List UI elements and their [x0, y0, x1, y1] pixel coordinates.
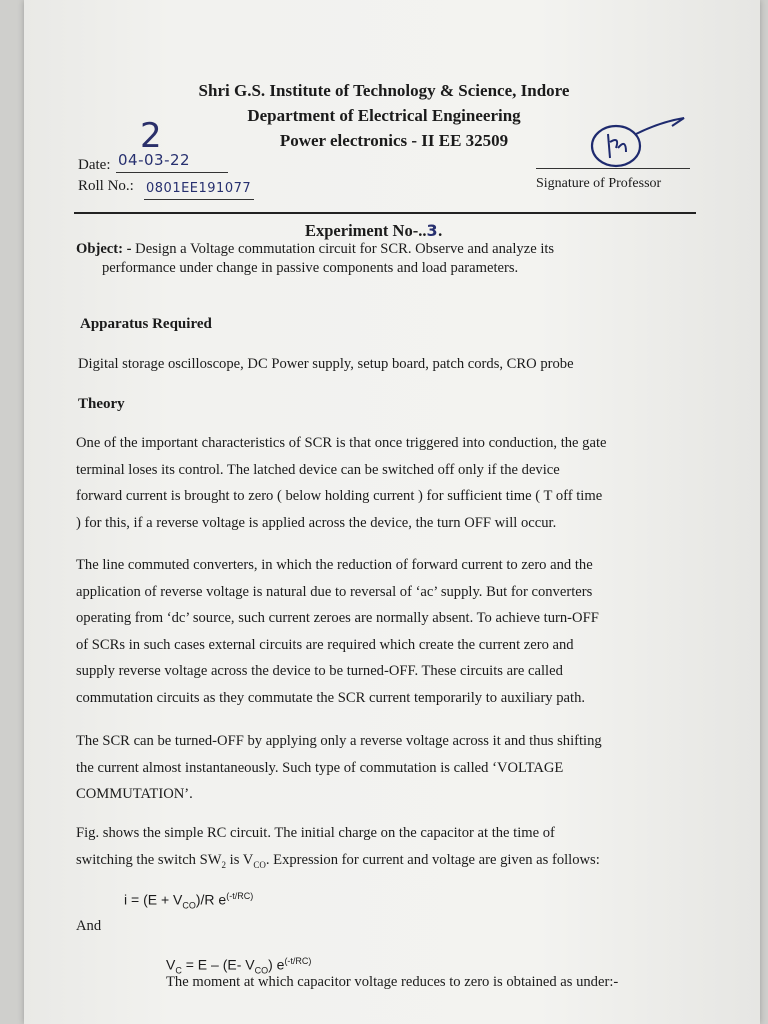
theory-p2-line: of SCRs in such cases external circuits are required which create the current zero and: [76, 636, 574, 653]
theory-paragraph-2: [76, 552, 696, 711]
apparatus-heading: Apparatus Required: [80, 316, 212, 332]
object-line-1: [76, 241, 554, 258]
roll-value: 0801EE191077: [146, 181, 252, 196]
theory-paragraph-1: [76, 430, 696, 536]
date-label: Date:: [78, 157, 111, 173]
header-rule: [74, 212, 696, 214]
apparatus-text: Digital storage oscilloscope, DC Power supply, setup board, patch cords, CRO probe: [78, 356, 574, 372]
current-equation: $i = (E + V_{CO})/R$ $e^{(-t/RC)}$: [124, 891, 254, 911]
voltage-equation: $V_C = E - (E-$ $V_{CO}$) $e^{(-t/RC)}$: [166, 956, 312, 976]
margin-mark: 2: [140, 116, 163, 156]
roll-label: Roll No.:: [78, 178, 134, 194]
theory-p4-line-2: switching the switch $SW_2$ is $V_{CO}$. Expression for current and voltage are given as follows:: [76, 851, 600, 870]
theory-p3-line: the current almost instantaneously. Such type of commutation is called ‘VOLTAGE: [76, 759, 564, 776]
experiment-title: [305, 221, 442, 241]
signature-mark: [580, 112, 690, 174]
department-name: Department of Electrical Engineering: [247, 106, 521, 125]
and-text: And: [76, 918, 102, 934]
date-value: 04-03-22: [118, 151, 191, 169]
theory-paragraph-4: [76, 820, 696, 878]
experiment-title-text: Experiment No-..: [305, 221, 427, 240]
theory-p1-line: terminal loses its control. The latched device can be switched off only if the device: [76, 461, 560, 478]
theory-p1-line: forward current is brought to zero ( below holding current ) for sufficient time ( T off time: [76, 488, 603, 504]
signature-line: [536, 168, 690, 169]
final-line: The moment at which capacitor voltage reduces to zero is obtained as under:-: [166, 974, 619, 990]
institute-name: Shri G.S. Institute of Technology & Science, Indore: [198, 81, 570, 100]
date-underline: [116, 172, 228, 173]
theory-p3-line: The SCR can be turned-OFF by applying only a reverse voltage across it and thus shifting: [76, 733, 602, 749]
theory-heading: Theory: [78, 396, 125, 412]
theory-p2-line: operating from ‘dc’ source, such current zeroes are normally absent. To achieve turn-OFF: [76, 610, 599, 626]
theory-p1-line: ) for this, if a reverse voltage is applied across the device, the turn OFF will occur.: [76, 514, 557, 531]
roll-underline: [144, 199, 254, 200]
theory-paragraph-3: [76, 728, 696, 808]
experiment-number: 3: [426, 221, 439, 240]
theory-p2-line: commutation circuits as they commutate the SCR current temporarily to auxiliary path.: [76, 689, 586, 706]
signature-label: Signature of Professor: [536, 176, 662, 191]
theory-p2-line: The line commuted converters, in which the reduction of forward current to zero and the: [76, 557, 593, 573]
object-text-1: Design a Voltage commutation circuit for SCR. Observe and analyze its: [135, 241, 555, 257]
theory-p2-line: supply reverse voltage across the device to be turned-OFF. These circuits are called: [76, 663, 563, 679]
course-name: Power electronics - II EE 32509: [279, 131, 509, 150]
theory-p2-line: application of reverse voltage is natural due to reversal of ‘ac’ supply. But for converters: [76, 583, 593, 600]
theory-p4-line-1: Fig. shows the simple RC circuit. The initial charge on the capacitor at the time of: [76, 825, 555, 841]
experiment-title-end: .: [438, 221, 443, 240]
theory-p1-line: One of the important characteristics of SCR is that once triggered into conduction, the gate: [76, 435, 607, 451]
object-label: Object: -: [76, 241, 132, 257]
theory-p3-line: COMMUTATION’.: [76, 786, 193, 802]
object-line-2: performance under change in passive components and load parameters.: [102, 260, 519, 276]
